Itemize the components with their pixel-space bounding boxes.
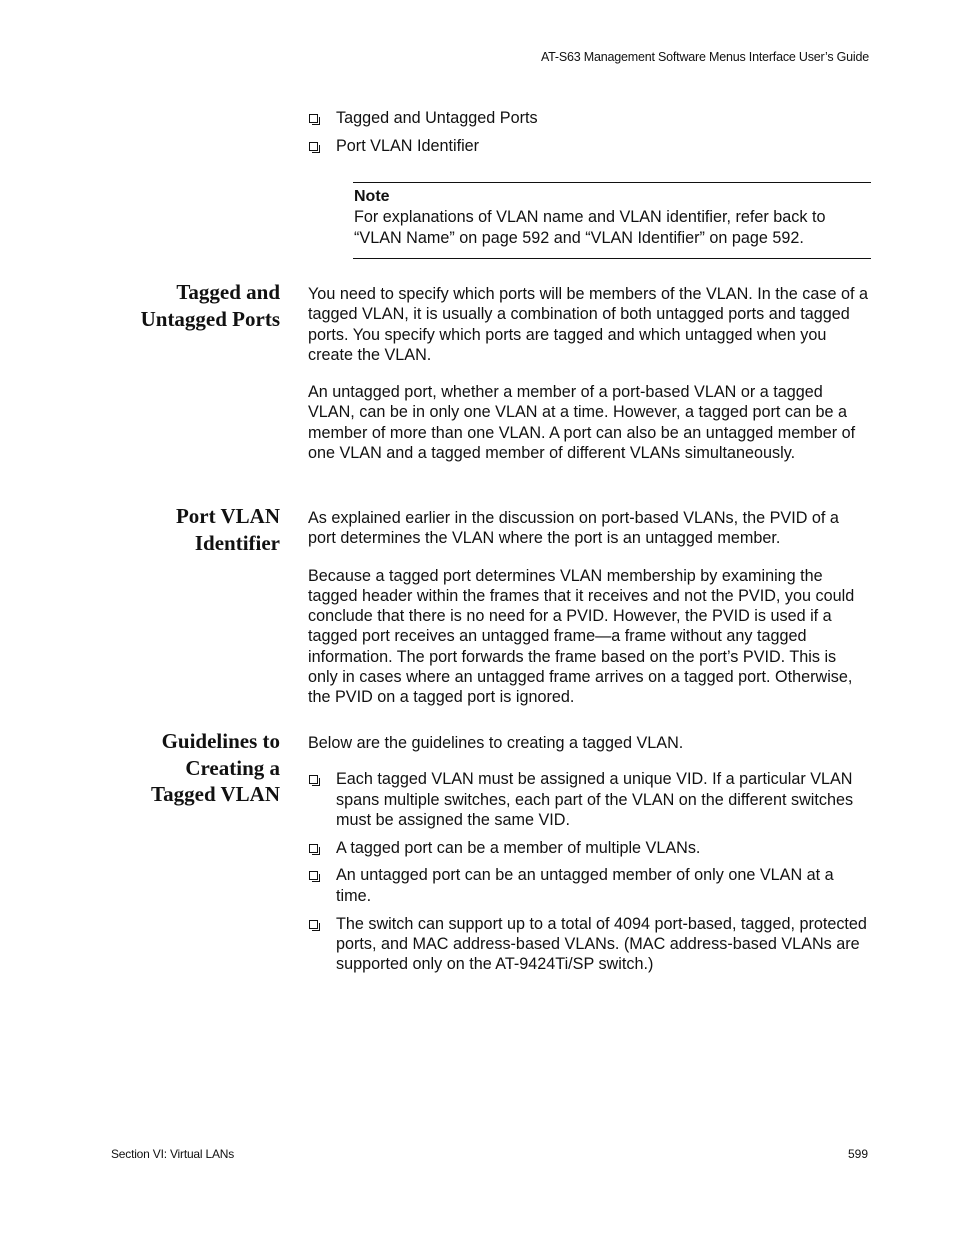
note-label: Note xyxy=(354,188,390,205)
checkbox-bullet-icon xyxy=(309,775,318,784)
paragraph: An untagged port, whether a member of a port-based VLAN or a tagged VLAN, can be in only one VLAN at a time. However, a tagged port can be a member of more than one VLAN. A port can also be an untagged member of one VLAN and a tagged member of different VLANs simultaneously. xyxy=(308,383,856,463)
section-body-port-vlan-identifier xyxy=(308,508,870,708)
running-header: AT-S63 Management Software Menus Interface User’s Guide xyxy=(540,50,869,64)
paragraph: You need to specify which ports will be members of the VLAN. In the case of a tagged VLAN, it is usually a combination of both untagged ports and tagged ports. You specify which ports are tagged and which untagged when you create the VLAN. xyxy=(308,285,868,364)
paragraph: As explained earlier in the discussion on port-based VLANs, the PVID of a port determines the VLAN where the port is an untagged member. xyxy=(308,509,839,548)
list-item: The switch can support up to a total of 4094 port-based, tagged, protected ports, and MAC address-based VLANs. (MAC address-based VLANs are supported only on the AT-9424Ti/SP switch.) xyxy=(308,914,870,975)
section-heading-guidelines: Guidelines to Creating a Tagged VLAN xyxy=(151,729,280,806)
paragraph: Below are the guidelines to creating a tagged VLAN. xyxy=(308,734,684,752)
checkbox-bullet-icon xyxy=(309,142,318,151)
checkbox-bullet-icon xyxy=(309,871,318,880)
note-text: For explanations of VLAN name and VLAN identifier, refer back to “VLAN Name” on page 592 and “VLAN Identifier” on page 592. xyxy=(354,208,826,247)
section-body-guidelines xyxy=(308,733,870,974)
intro-bullet-list xyxy=(308,108,870,156)
checkbox-bullet-icon xyxy=(309,844,318,853)
checkbox-bullet-icon xyxy=(309,920,318,929)
list-item: An untagged port can be an untagged member of only one VLAN at a time. xyxy=(308,865,870,906)
list-item: Tagged and Untagged Ports xyxy=(308,108,870,128)
list-item: Each tagged VLAN must be assigned a unique VID. If a particular VLAN spans multiple switches, each part of the VLAN on the different switches must be assigned the same VID. xyxy=(308,769,870,830)
footer-section-label: Section VI: Virtual LANs xyxy=(111,1147,235,1161)
section-heading-port-vlan-identifier: Port VLAN Identifier xyxy=(175,504,280,555)
section-heading-tagged-untagged-ports: Tagged and Untagged Ports xyxy=(140,280,280,331)
guidelines-bullet-list xyxy=(308,769,870,974)
list-item: A tagged port can be a member of multiple VLANs. xyxy=(308,838,870,858)
checkbox-bullet-icon xyxy=(309,114,318,123)
paragraph: Because a tagged port determines VLAN membership by examining the tagged header within the frames that it receives and not the PVID, you could conclude that there is no need for a PVID. However, the PVID is used if a tagged port receives an untagged frame—a frame without any tagged information. The port forwards the frame based on the port’s PVID. This is only in cases where an untagged frame arrives on a tagged port. Otherwise, the PVID on a tagged port is ignored. xyxy=(308,566,855,707)
list-item: Port VLAN Identifier xyxy=(308,136,870,156)
note-box xyxy=(353,182,871,259)
footer-page-number: 599 xyxy=(847,1147,868,1161)
section-body-tagged-untagged-ports xyxy=(308,284,870,463)
